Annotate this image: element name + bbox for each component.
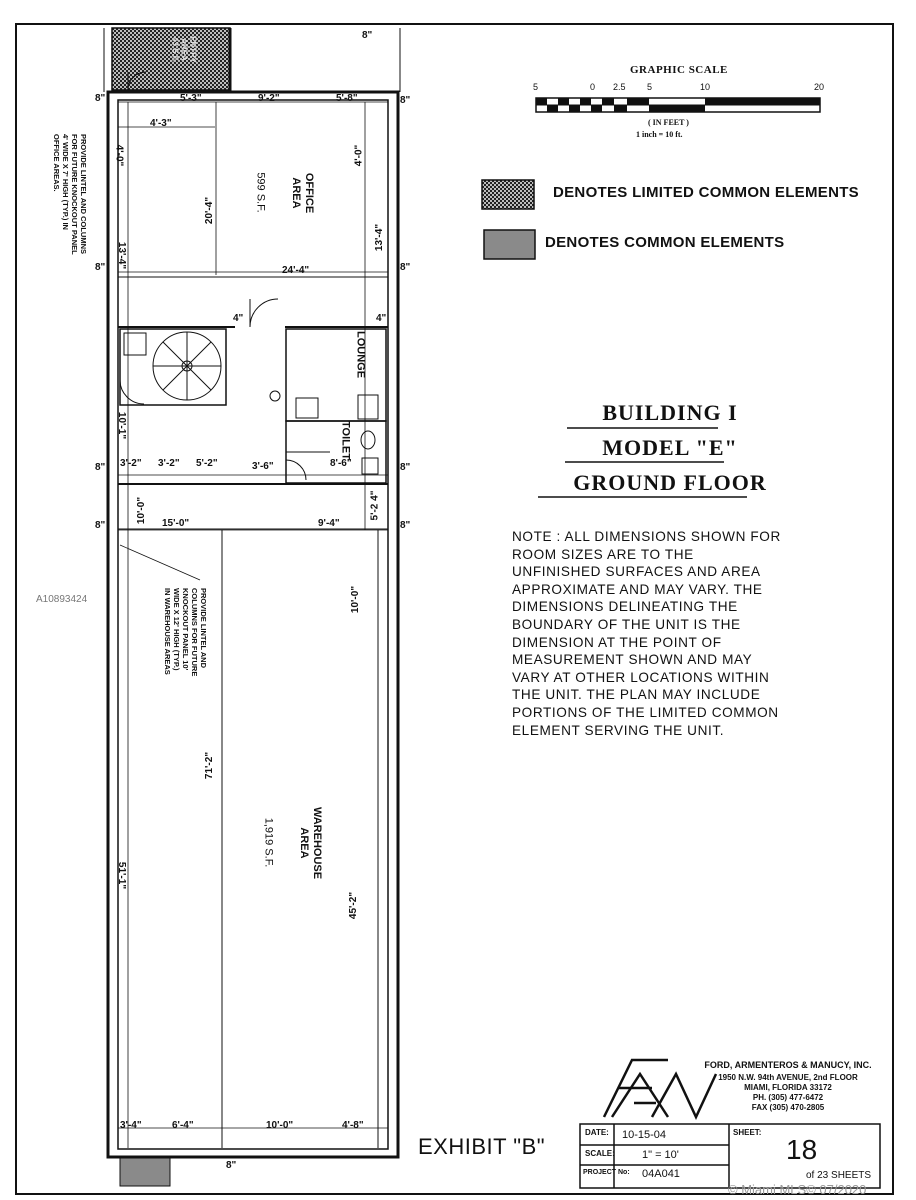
spiral-stair xyxy=(153,332,221,400)
dim-label: 5'-3" xyxy=(180,93,202,104)
dim-label: 8" xyxy=(400,520,411,531)
door-swings xyxy=(120,72,306,1186)
firm-fax: FAX (305) 470-2805 xyxy=(751,1103,825,1112)
dim-label: 4" xyxy=(376,313,387,324)
dim-label: 3'-2" xyxy=(158,458,180,469)
dim-label-vertical: 5'-2 4" xyxy=(369,490,381,521)
listing-id-watermark: A10893424 xyxy=(36,594,88,605)
title-floor: GROUND FLOOR xyxy=(573,470,767,495)
exhibit-label: EXHIBIT "B" xyxy=(418,1134,546,1159)
lounge-label: LOUNGE xyxy=(354,330,367,379)
dim-label-vertical: 4'-0" xyxy=(353,144,365,167)
toilet-label: TOILET xyxy=(339,421,352,460)
firm-address: 1950 N.W. 94th AVENUE, 2nd FLOOR xyxy=(718,1073,858,1082)
dim-label: 5'-2" xyxy=(196,458,218,469)
dim-label: 8" xyxy=(95,262,106,273)
firm-name: FORD, ARMENTEROS & MANUCY, INC. xyxy=(704,1060,872,1070)
dim-label: 8" xyxy=(362,30,373,41)
firm-city: MIAMI, FLORIDA 33172 xyxy=(744,1083,832,1092)
limited-common-swatch xyxy=(482,180,534,209)
date-value: 10-15-04 xyxy=(622,1129,667,1141)
scale-tick-label: 10 xyxy=(700,82,711,92)
sheet-number: 18 xyxy=(786,1134,818,1165)
legend-common: DENOTES COMMON ELEMENTS xyxy=(545,234,785,251)
dim-label-vertical: 10'-0" xyxy=(136,496,148,525)
dim-label: 4" xyxy=(233,313,244,324)
dim-label: 9'-2" xyxy=(258,93,280,104)
firm-phone: PH. (305) 477-6472 xyxy=(752,1093,824,1102)
dim-label: 8" xyxy=(226,1160,237,1171)
scale-tick-label: 2.5 xyxy=(613,82,626,92)
sheet-label: SHEET: xyxy=(733,1128,762,1137)
legend-limited-common: DENOTES LIMITED COMMON ELEMENTS xyxy=(553,184,859,201)
dim-label-vertical: 13'-4" xyxy=(116,241,128,270)
scale-value: 1" = 10' xyxy=(642,1149,679,1161)
dim-label: 10'-0" xyxy=(266,1120,294,1131)
scale-units: ( IN FEET ) xyxy=(648,118,689,127)
dim-label: 4'-8" xyxy=(342,1120,364,1131)
dim-label: 24'-4" xyxy=(282,265,310,276)
office-area-label: OFFICE AREA xyxy=(290,172,315,214)
dim-label: 8" xyxy=(95,462,106,473)
warehouse-area-label: WAREHOUSE AREA xyxy=(298,806,323,880)
scale-tick-label: 0 xyxy=(590,82,596,92)
dim-label: 8" xyxy=(400,95,411,106)
dim-label-vertical: 45'-2" xyxy=(348,891,360,920)
dim-label-vertical: 10'-1" xyxy=(116,411,128,440)
scale-tick-label: 20 xyxy=(814,82,825,92)
dim-label: 15'-0" xyxy=(162,518,190,529)
general-note: NOTE : ALL DIMENSIONS SHOWN FOR ROOM SIZES ARE TO THE UNFINISHED SURFACES AND AREA APPROXIMATE AND MAY VARY. THE DIMENSIONS DELINEATING THE BOUNDARY OF THE UNIT IS THE DIMENSION AT THE POINT OF MEASUREMENT SHOWN AND MAY VARY AT OTHER LOCATIONS WITHIN THE UNIT. THE PLAN MAY INCLUDE PORTIONS OF THE LIMITED COMMON ELEMENT SERVING THE UNIT. xyxy=(512,529,781,738)
sheet-count: of 23 SHEETS xyxy=(806,1170,872,1181)
dim-label-vertical: 71'-2" xyxy=(204,751,216,780)
scale-tick-label: 5 xyxy=(647,82,653,92)
dim-label-vertical: 10'-0" xyxy=(350,585,362,614)
dim-label: 3'-2" xyxy=(120,458,142,469)
office-area-size: 599 S.F. xyxy=(254,172,267,213)
title-model: MODEL "E" xyxy=(602,435,738,460)
warehouse-knockout-note: PROVIDE LINTEL AND COLUMNS FOR FUTURE KNOCKOUT PANEL 10' WIDE X 12' HIGH (TYP.) IN WAREHOUSE AREAS xyxy=(163,588,208,677)
dim-label: 6'-4" xyxy=(172,1120,194,1131)
project-value: 04A041 xyxy=(642,1168,680,1180)
entry-area-label: ENTRY AREA 43 S.F. xyxy=(170,36,198,63)
dimension-lines xyxy=(118,102,388,1148)
warehouse-area-size: 1,919 S.F. xyxy=(262,817,275,868)
dim-label-vertical: 4'-0" xyxy=(113,144,125,167)
scale-label: SCALE: xyxy=(585,1149,615,1158)
office-knockout-note: PROVIDE LINTEL AND COLUMNS FOR FUTURE KNOCKOUT PANEL 4' WIDE X 7' HIGH (TYP.) IN OFFICE AREAS. xyxy=(52,134,88,255)
dim-label: 3'-4" xyxy=(120,1120,142,1131)
graphic-scale-title: GRAPHIC SCALE xyxy=(630,64,728,76)
dim-label-vertical: 20'-4" xyxy=(204,196,216,225)
dim-label: 8" xyxy=(95,93,106,104)
scale-ratio: 1 inch = 10 ft. xyxy=(636,130,683,139)
dim-label-vertical: 51'-1" xyxy=(116,861,128,890)
dim-label: 8" xyxy=(400,262,411,273)
dim-label: 4'-3" xyxy=(150,118,172,129)
title-building: BUILDING I xyxy=(602,400,738,425)
common-swatch xyxy=(484,230,535,259)
dim-label-vertical: 13'-4" xyxy=(374,223,386,252)
project-label: PROJECT No: xyxy=(583,1169,630,1176)
date-label: DATE: xyxy=(585,1128,609,1137)
dim-label: 8" xyxy=(95,520,106,531)
dim-label: 5'-8" xyxy=(336,93,358,104)
graphic-scale-bar xyxy=(536,98,820,112)
dim-label: 8'-6" xyxy=(330,458,352,469)
dim-label: 3'-6" xyxy=(252,461,274,472)
dim-label: 9'-4" xyxy=(318,518,340,529)
scale-tick-label: 5 xyxy=(533,82,539,92)
mls-watermark: © Miami MLS© 07/2020 xyxy=(728,1182,867,1197)
dim-label: 8" xyxy=(400,462,411,473)
